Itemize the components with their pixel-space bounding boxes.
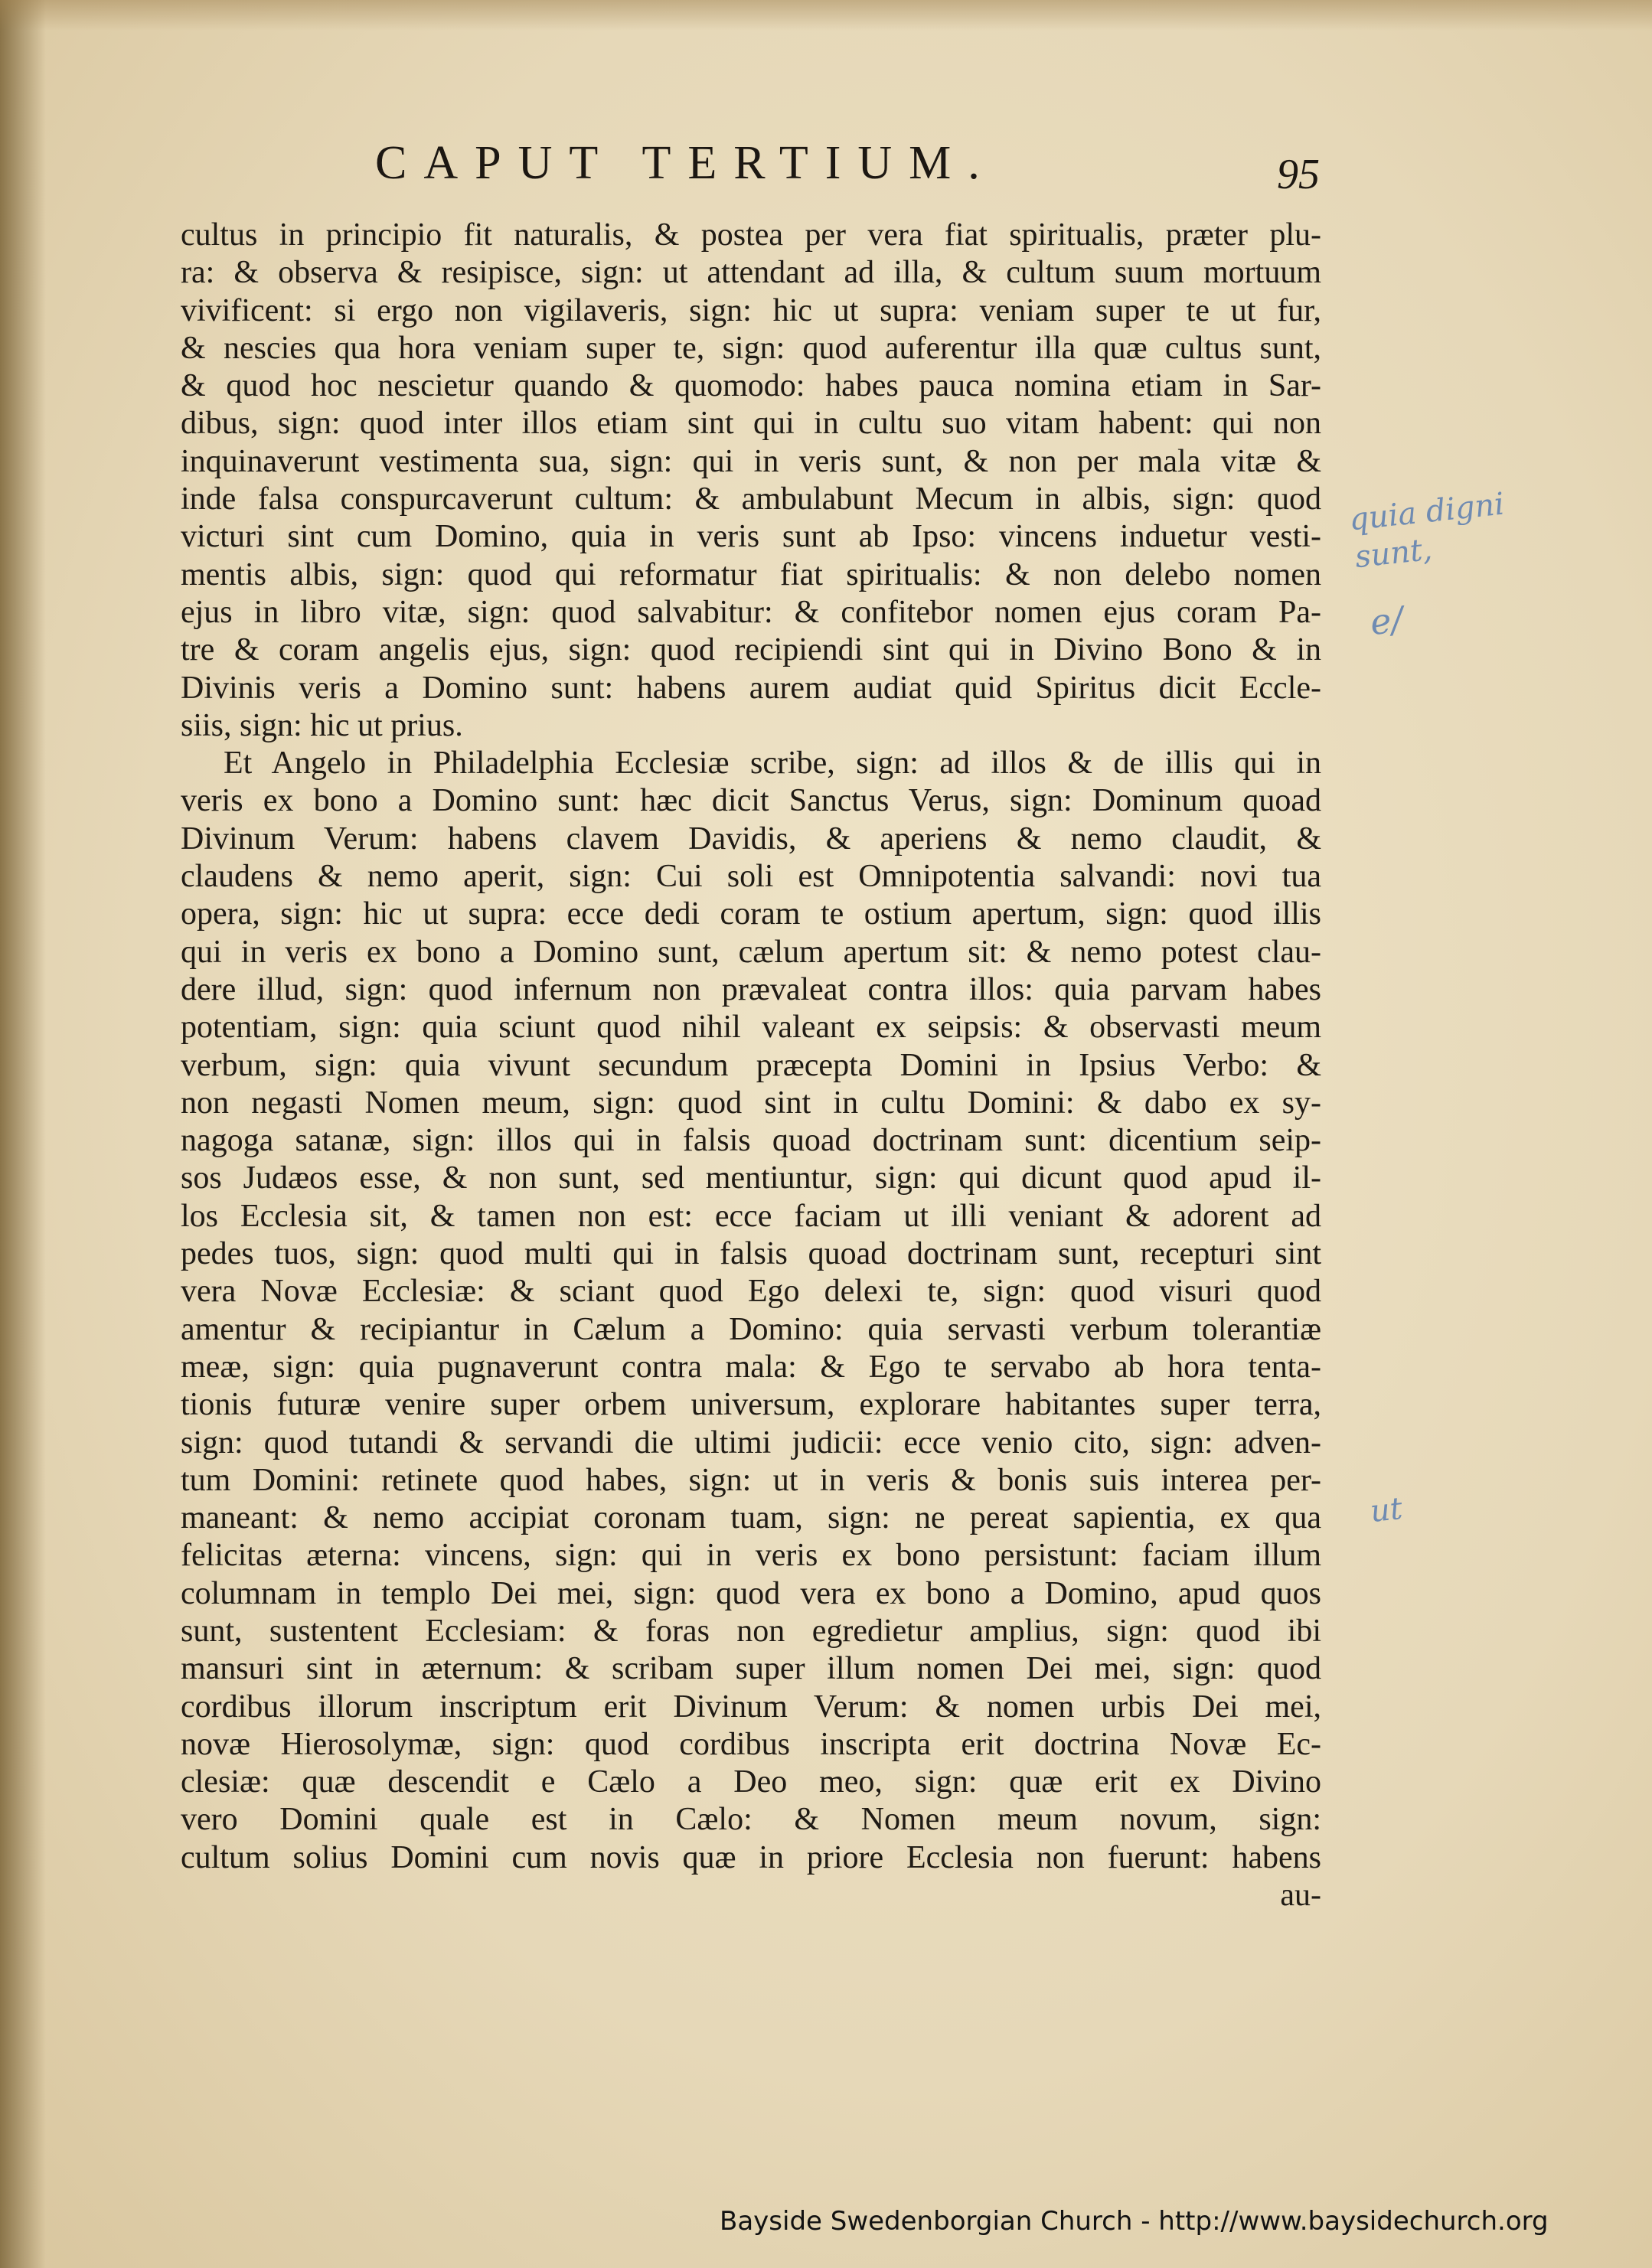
text-line: inquinaverunt vestimenta sua, sign: qui in veris sunt, & non per mala vitæ & bbox=[181, 443, 1321, 479]
text-line: inde falsa conspurcaverunt cultum: & ambulabunt Mecum in albis, sign: quod bbox=[181, 481, 1321, 517]
text-line: qui in veris ex bono a Domino sunt, cælum apertum sit: & nemo potest clau- bbox=[181, 934, 1321, 970]
text-line: siis, sign: hic ut prius. bbox=[181, 707, 463, 743]
text-line: sunt, sustentent Ecclesiam: & foras non egredietur amplius, sign: quod ibi bbox=[181, 1613, 1321, 1649]
text-line: ra: & observa & resipisce, sign: ut attendant ad illa, & cultum suum mortuum bbox=[181, 255, 1321, 291]
text-line: verbum, sign: quia vivunt secundum præcepta Domini in Ipsius Verbo: & bbox=[181, 1047, 1321, 1083]
source-watermark: Bayside Swedenborgian Church - http://www.baysidechurch.org bbox=[720, 2206, 1549, 2237]
text-line: mentis albis, sign: quod qui reformatur fiat spiritualis: & non delebo nomen bbox=[181, 556, 1321, 592]
text-line: veris ex bono a Domino sunt: hæc dicit Sanctus Verus, sign: Dominum quoad bbox=[181, 783, 1321, 819]
text-line: cultum solius Domini cum novis quæ in priore Ecclesia non fuerunt: habens bbox=[181, 1839, 1321, 1875]
text-line: opera, sign: hic ut supra: ecce dedi coram te ostium apertum, sign: quod illis bbox=[181, 896, 1321, 932]
text-line: cultus in principio fit naturalis, & postea per vera fiat spiritualis, præter plu- bbox=[181, 217, 1321, 253]
text-line: dere illud, sign: quod infernum non prævaleat contra illos: quia parvam habes bbox=[181, 971, 1321, 1007]
handwritten-margin-note: sunt, bbox=[1353, 531, 1434, 576]
paragraph-start-line: Et Angelo in Philadelphia Ecclesiæ scribe, sign: ad illos & de illis qui in bbox=[224, 746, 1321, 782]
text-line: dibus, sign: quod inter illos etiam sint qui in cultu suo vitam habent: qui non bbox=[181, 406, 1321, 442]
text-line: sos Judæos esse, & non sunt, sed mentiuntur, sign: qui dicunt quod apud il- bbox=[181, 1160, 1321, 1196]
text-line: pedes tuos, sign: quod multi qui in falsis quoad doctrinam sunt, recepturi sint bbox=[181, 1236, 1321, 1272]
text-line: clesiæ: quæ descendit e Cælo a Deo meo, sign: quæ erit ex Divino bbox=[181, 1764, 1321, 1800]
text-line: tre & coram angelis ejus, sign: quod recipiendi sint qui in Divino Bono & in bbox=[181, 632, 1321, 668]
text-line: sign: quod tutandi & servandi die ultimi judicii: ecce venio cito, sign: adven- bbox=[181, 1424, 1321, 1460]
text-line: novæ Hierosolymæ, sign: quod cordibus inscripta erit doctrina Novæ Ec- bbox=[181, 1726, 1321, 1762]
text-line: ejus in libro vitæ, sign: quod salvabitur: & confitebor nomen ejus coram Pa- bbox=[181, 594, 1321, 630]
text-line: cordibus illorum inscriptum erit Divinum Verum: & nomen urbis Dei mei, bbox=[181, 1689, 1321, 1725]
text-line: tionis futuræ venire super orbem universum, explorare habitantes super terra, bbox=[181, 1387, 1321, 1423]
handwritten-margin-note: e/ bbox=[1368, 598, 1406, 644]
text-line: victuri sint cum Domino, quia in veris sunt ab Ipso: vincens induetur vesti- bbox=[181, 519, 1321, 555]
page-edge-shadow bbox=[0, 0, 46, 2268]
text-line: los Ecclesia sit, & tamen non est: ecce faciam ut illi veniant & adorent ad bbox=[181, 1198, 1321, 1234]
handwritten-margin-note: ut bbox=[1368, 1490, 1405, 1530]
body-text bbox=[181, 217, 1321, 1914]
text-line: vera Novæ Ecclesiæ: & sciant quod Ego delexi te, sign: quod visuri quod bbox=[181, 1274, 1321, 1310]
handwritten-margin-note: quia digni bbox=[1347, 486, 1507, 538]
page-top-shadow bbox=[0, 0, 1652, 31]
text-line: maneant: & nemo accipiat coronam tuam, sign: ne pereat sapientia, ex qua bbox=[181, 1500, 1321, 1536]
text-line: amentur & recipiantur in Cælum a Domino: quia servasti verbum tolerantiæ bbox=[181, 1311, 1321, 1347]
running-header: CAPUT TERTIUM. bbox=[375, 137, 997, 189]
text-line: & quod hoc nescietur quando & quomodo: habes pauca nomina etiam in Sar- bbox=[181, 368, 1321, 404]
text-line: meæ, sign: quia pugnaverunt contra mala: & Ego te servabo ab hora tenta- bbox=[181, 1349, 1321, 1385]
text-line: & nescies qua hora veniam super te, sign: quod auferentur illa quæ cultus sunt, bbox=[181, 330, 1321, 366]
text-line: potentiam, sign: quia sciunt quod nihil valeant ex seipsis: & observasti meum bbox=[181, 1010, 1321, 1046]
catchword: au- bbox=[1280, 1878, 1321, 1914]
text-line: tum Domini: retinete quod habes, sign: ut in veris & bonis suis interea per- bbox=[181, 1462, 1321, 1498]
text-line: claudens & nemo aperit, sign: Cui soli est Omnipotentia salvandi: novi tua bbox=[181, 859, 1321, 895]
text-line: felicitas æterna: vincens, sign: qui in veris ex bono persistunt: faciam illum bbox=[181, 1538, 1321, 1574]
text-line: vero Domini quale est in Cælo: & Nomen meum novum, sign: bbox=[181, 1802, 1321, 1838]
text-line: mansuri sint in æternum: & scribam super illum nomen Dei mei, sign: quod bbox=[181, 1651, 1321, 1687]
text-line: Divinum Verum: habens clavem Davidis, & aperiens & nemo claudit, & bbox=[181, 821, 1321, 857]
text-line: Divinis veris a Domino sunt: habens aurem audiat quid Spiritus dicit Eccle- bbox=[181, 670, 1321, 706]
text-line: non negasti Nomen meum, sign: quod sint in cultu Domini: & dabo ex sy- bbox=[181, 1085, 1321, 1121]
text-line: vivificent: si ergo non vigilaveris, sign: hic ut supra: veniam super te ut fur, bbox=[181, 292, 1321, 328]
page-number: 95 bbox=[1277, 151, 1320, 198]
text-line: columnam in templo Dei mei, sign: quod vera ex bono a Domino, apud quos bbox=[181, 1575, 1321, 1611]
text-line: nagoga satanæ, sign: illos qui in falsis quoad doctrinam sunt: dicentium seip- bbox=[181, 1123, 1321, 1159]
